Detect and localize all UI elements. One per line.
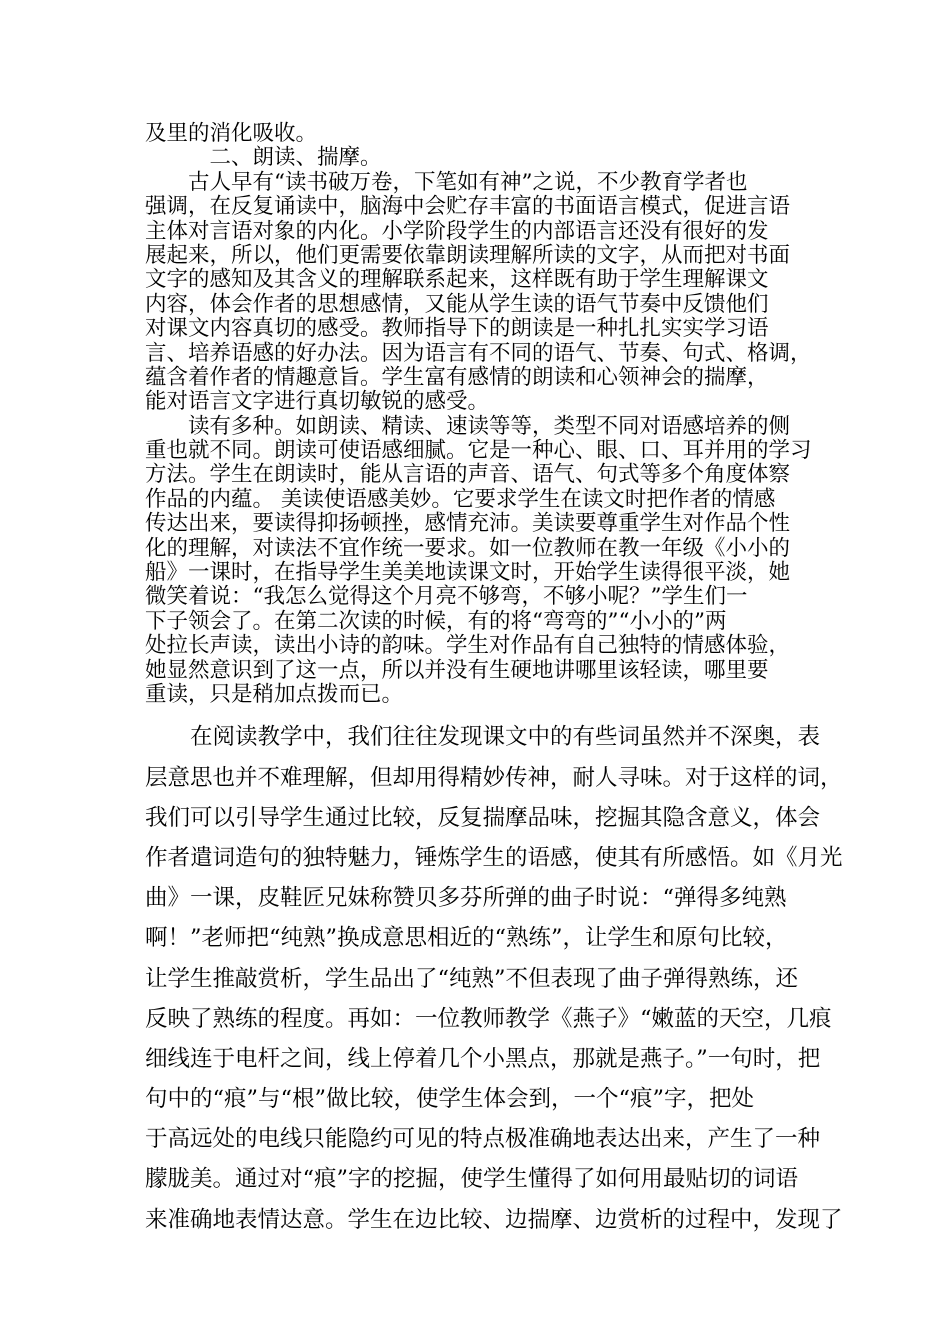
text-line: 蕴含着作者的情趣意旨。学生富有感情的朗读和心领神会的揣摩， bbox=[145, 364, 769, 390]
text-line: 作品的内蕴。 美读使语感美妙。它要求学生在读文时把作者的情感 bbox=[145, 486, 776, 512]
text-line: 读有多种。如朗读、精读、速读等等，类型不同对语感培养的侧 bbox=[145, 413, 791, 439]
text-line: 重读，只是稍加点拨而已。 bbox=[145, 681, 404, 707]
section-word-comparison bbox=[145, 717, 843, 1239]
text-line: 让学生推敲赏析，学生品出了“纯熟”不但表现了曲子弹得熟练，还 bbox=[145, 965, 799, 992]
text-line: 层意思也并不难理解，但却用得精妙传神，耐人寻味。对于这样的词， bbox=[145, 764, 843, 791]
text-line: 能对语言文字进行真切敏锐的感受。 bbox=[145, 389, 490, 415]
text-line: 内容，体会作者的思想感情，又能从学生读的语气节奏中反馈他们 bbox=[145, 291, 769, 317]
text-line: 啊！”老师把“纯熟”换成意思相近的“熟练”，让学生和原句比较， bbox=[145, 925, 788, 952]
text-line: 朦胧美。通过对“痕”字的挖掘，使学生懂得了如何用最贴切的词语 bbox=[145, 1166, 799, 1193]
text-line: 处拉长声读，读出小诗的韵味。学生对作品有自己独特的情感体验， bbox=[145, 633, 791, 659]
text-line: 及里的消化吸收。 bbox=[145, 121, 318, 146]
text-line: 于高远处的电线只能隐约可见的特点极准确地表达出来，产生了一种 bbox=[145, 1126, 821, 1153]
text-line: 下子领会了。在第二次读的时候，有的将“弯弯的”“小小的”两 bbox=[145, 608, 727, 634]
text-line: 古人早有“读书破万卷，下笔如有神”之说，不少教育学者也 bbox=[145, 169, 748, 195]
document-page bbox=[145, 121, 843, 1240]
paragraph-gap bbox=[145, 707, 807, 717]
text-line: 她显然意识到了这一点，所以并没有生硬地讲哪里该轻读，哪里要 bbox=[145, 657, 769, 683]
section-reading-pondering bbox=[145, 121, 812, 707]
text-line: 文字的感知及其含义的理解联系起来，这样既有助于学生理解课文 bbox=[145, 267, 769, 293]
text-line: 曲》一课，皮鞋匠兄妹称赞贝多芬所弹的曲子时说：“弹得多纯熟 bbox=[145, 885, 787, 912]
text-line: 微笑着说：“我怎么觉得这个月亮不够弯，不够小呢？”学生们一 bbox=[145, 584, 748, 610]
text-line: 言、培养语感的好办法。因为语言有不同的语气、节奏、句式、格调， bbox=[145, 340, 812, 366]
text-line: 展起来，所以，他们更需要依靠朗读理解所读的文字，从而把对书面 bbox=[145, 242, 791, 268]
text-line: 反映了熟练的程度。再如：一位教师教学《燕子》“嫩蓝的天空，几痕 bbox=[145, 1005, 832, 1032]
text-line: 传达出来，要读得抑扬顿挫，感情充沛。美读要尊重学生对作品个性 bbox=[145, 511, 791, 537]
text-line: 在阅读教学中，我们往往发现课文中的有些词虽然并不深奥，表 bbox=[145, 724, 821, 751]
text-line: 主体对言语对象的内化。小学阶段学生的内部语言还没有很好的发 bbox=[145, 218, 769, 244]
text-line: 方法。学生在朗读时，能从言语的声音、语气、句式等多个角度体察 bbox=[145, 462, 791, 488]
text-line: 船》一课时，在指导学生美美地读课文时，开始学生读得很平淡，她 bbox=[145, 560, 791, 586]
text-line: 句中的“痕”与“根”做比较，使学生体会到，一个“痕”字，把处 bbox=[145, 1086, 755, 1113]
text-line: 我们可以引导学生通过比较，反复揣摩品味，挖掘其隐含意义，体会 bbox=[145, 804, 821, 831]
text-line: 来准确地表情达意。学生在边比较、边揣摩、边赏析的过程中，发现了 bbox=[145, 1206, 843, 1233]
text-line: 对课文内容真切的感受。教师指导下的朗读是一种扎扎实实学习语 bbox=[145, 316, 769, 342]
text-line: 细线连于电杆之间，线上停着几个小黑点，那就是燕子。”一句时，把 bbox=[145, 1045, 821, 1072]
text-line: 作者遣词造句的独特魅力，锤炼学生的语感，使其有所感悟。如《月光 bbox=[145, 844, 843, 871]
text-line: 强调，在反复诵读中，脑海中会贮存丰富的书面语言模式，促进言语 bbox=[145, 194, 791, 220]
section-heading: 二、朗读、揣摩。 bbox=[145, 145, 382, 171]
text-line: 重也就不同。朗读可使语感细腻。它是一种心、眼、口、耳并用的学习 bbox=[145, 438, 812, 464]
text-line: 化的理解，对读法不宜作统一要求。如一位教师在教一年级《小小的 bbox=[145, 535, 791, 561]
